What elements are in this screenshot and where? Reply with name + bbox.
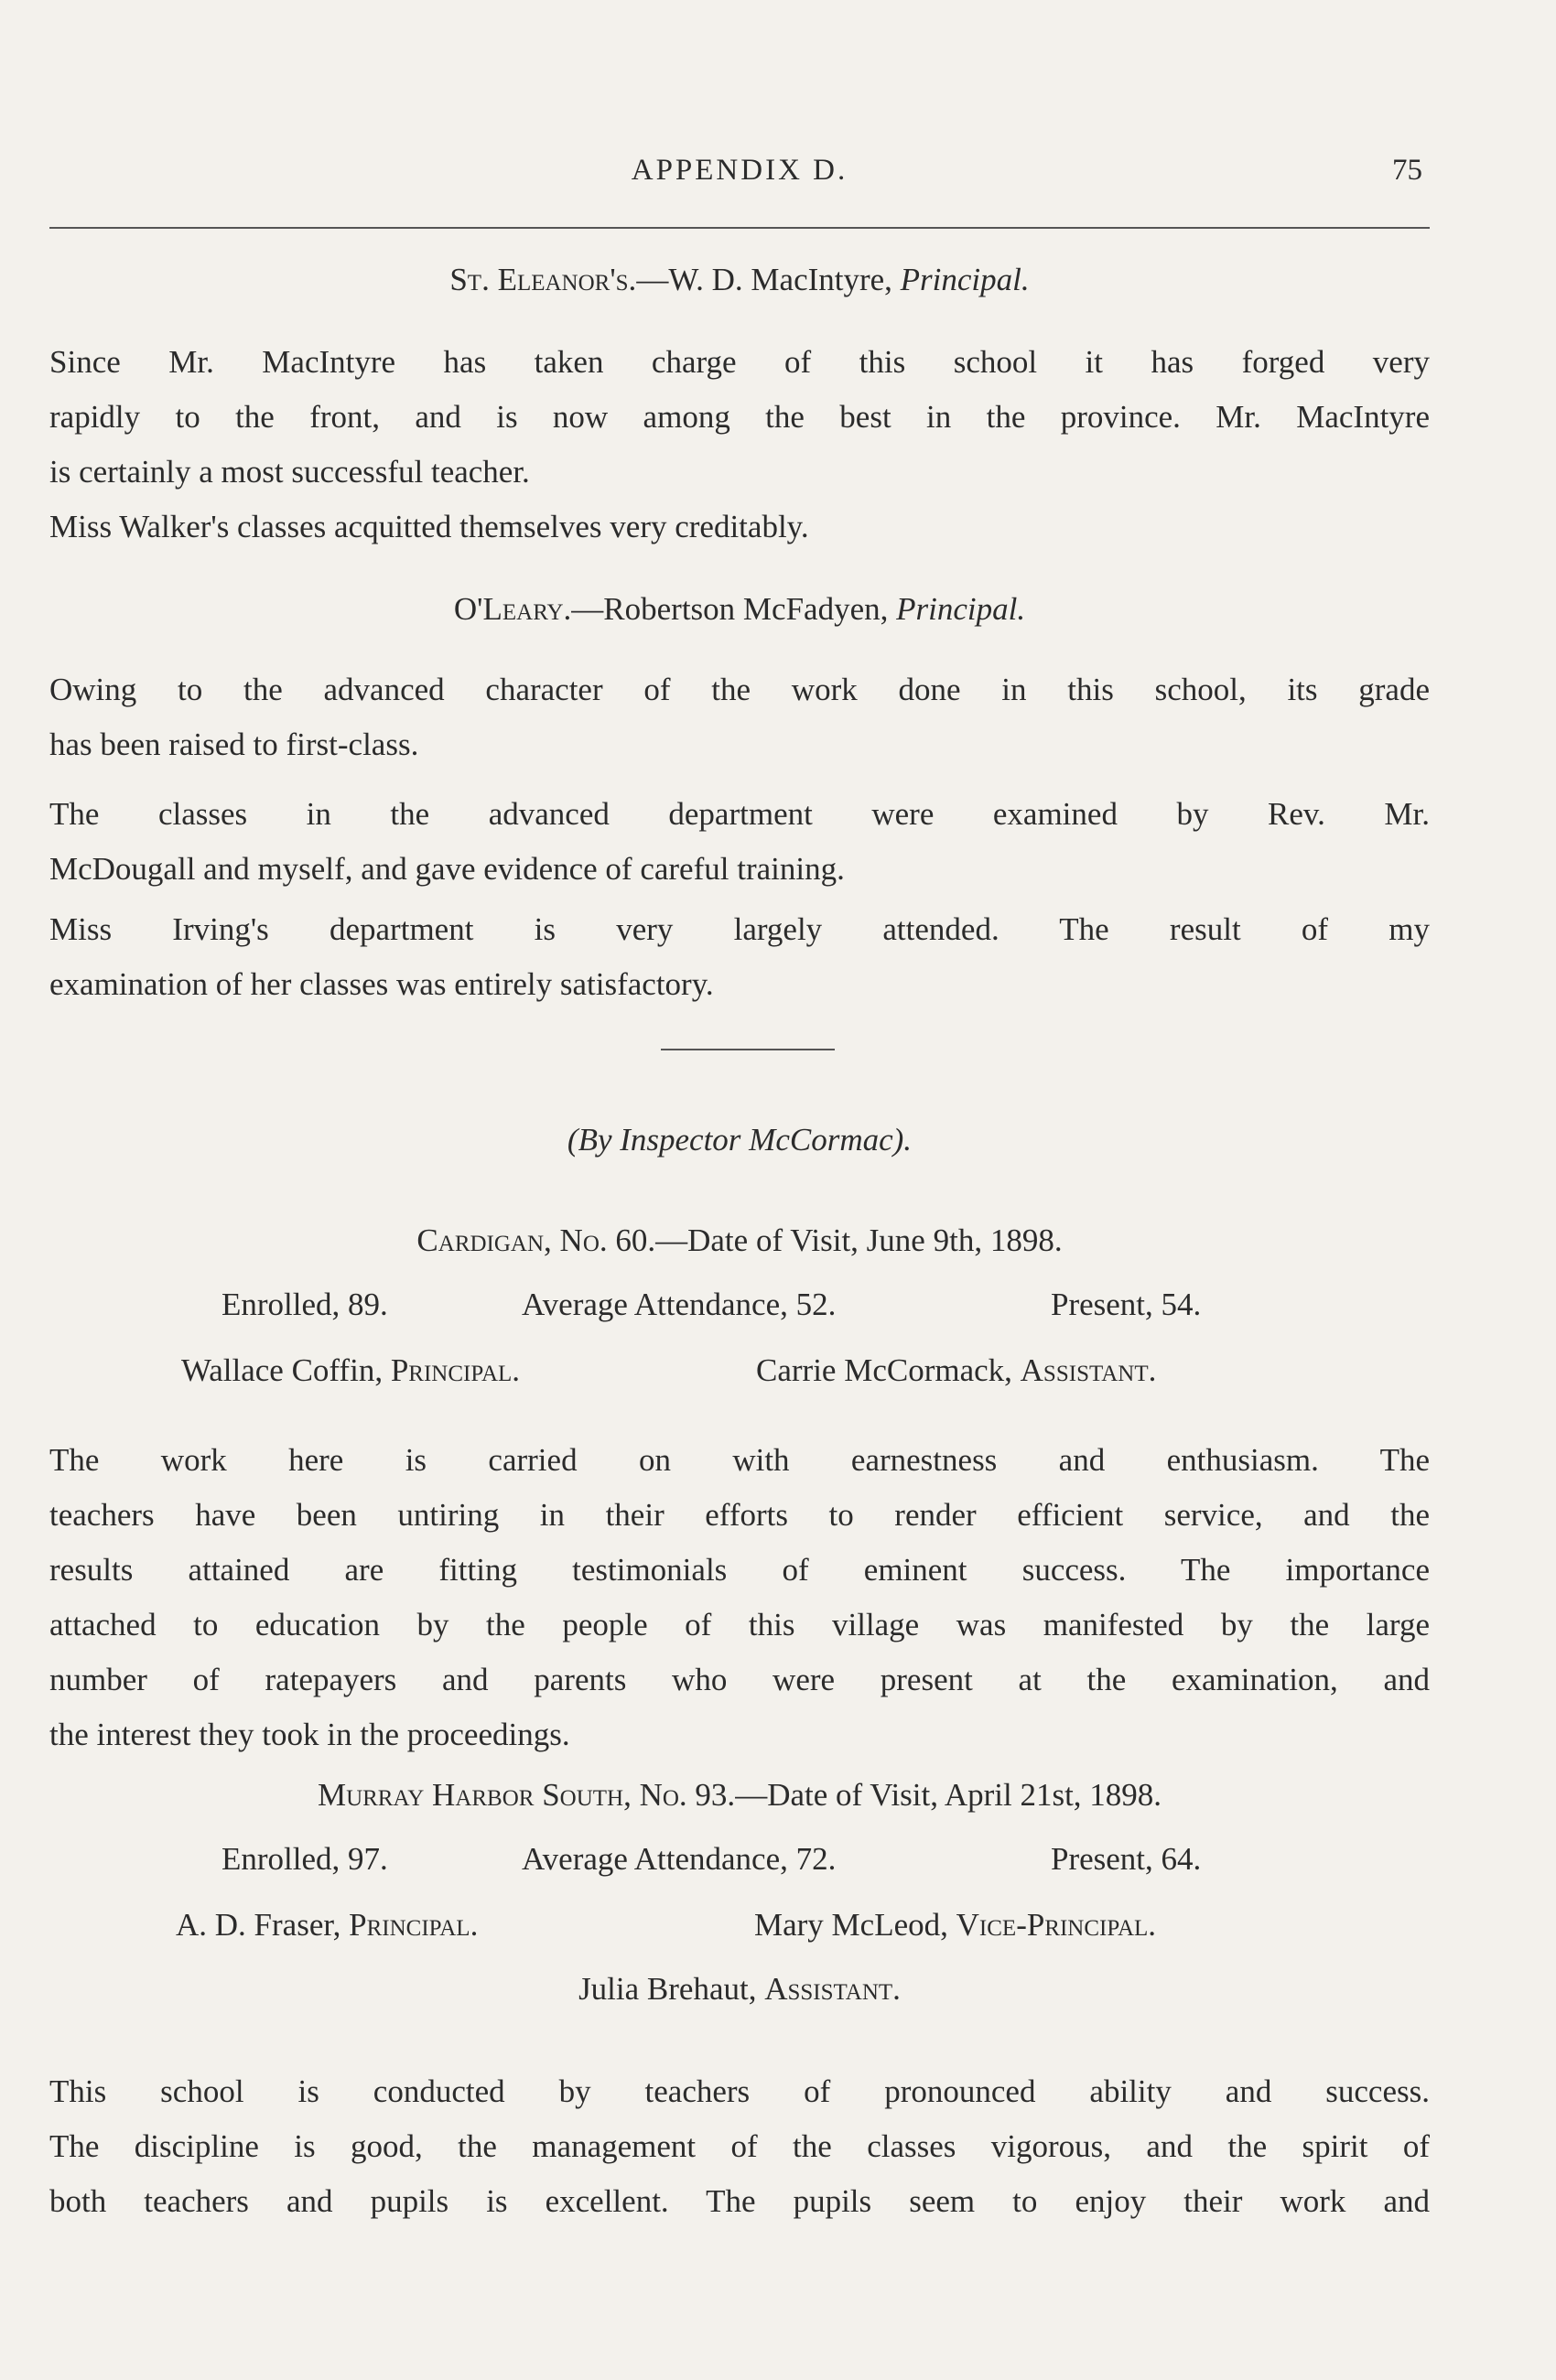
- murray-harbor-heading: [49, 1768, 1430, 1823]
- paragraph-line: attached to education by the people of this village was manifested by the large: [49, 1607, 1430, 1642]
- principal-name: A. D. Fraser,: [176, 1907, 341, 1943]
- paragraph-line: The work here is carried on with earnestness and enthusiasm. The: [49, 1442, 1430, 1478]
- running-title: APPENDIX D.: [631, 154, 848, 187]
- principal-role: Principal.: [900, 262, 1030, 297]
- average-attendance: Average Attendance, 72.: [522, 1841, 837, 1877]
- heading-dash: —: [636, 262, 669, 297]
- murray-harbor-paragraph: [49, 2064, 1430, 2229]
- paragraph-line: rapidly to the front, and is now among the best in the province. Mr. MacIntyre: [49, 399, 1430, 435]
- school-name: Cardigan, No. 60.: [416, 1222, 656, 1258]
- assistant-role: Assistant.: [1020, 1352, 1157, 1388]
- principal-entry: [176, 1898, 478, 1953]
- paragraph-line: results attained are fitting testimonials of eminent success. The importance: [49, 1552, 1430, 1588]
- paragraph-line: Since Mr. MacIntyre has taken charge of this school it has forged very: [49, 344, 1430, 380]
- principal-role: Principal.: [349, 1907, 479, 1943]
- murray-harbor-attendance-row: [49, 1832, 1430, 1887]
- principal-role: Principal.: [896, 591, 1026, 627]
- murray-harbor-assistant: [49, 1962, 1430, 2017]
- assistant-name: Carrie McCormack,: [756, 1352, 1012, 1388]
- visit-date: —Date of Visit, April 21st, 1898.: [735, 1777, 1162, 1813]
- header-rule: [49, 227, 1430, 229]
- st-eleanors-heading: [49, 253, 1430, 307]
- cardigan-heading: [49, 1213, 1430, 1268]
- oleary-paragraph-3: [49, 902, 1430, 1012]
- oleary-paragraph-1: [49, 662, 1430, 772]
- paragraph-line: is certainly a most successful teacher.: [49, 454, 530, 490]
- paragraph-line: the interest they took in the proceedings.: [49, 1717, 570, 1752]
- principal-role: Principal.: [390, 1352, 521, 1388]
- st-eleanors-paragraph-1: [49, 335, 1430, 500]
- paragraph-line: Miss Irving's department is very largely attended. The result of my: [49, 911, 1430, 947]
- st-eleanors-paragraph-2: [49, 500, 1430, 555]
- paragraph-line: teachers have been untiring in their efforts to render efficient service, and the: [49, 1497, 1430, 1533]
- vice-principal-role: Vice-Principal.: [956, 1907, 1157, 1943]
- principal-name: W. D. MacIntyre,: [668, 262, 892, 297]
- paragraph-line: number of ratepayers and parents who were present at the examination, and: [49, 1662, 1430, 1697]
- present-count: Present, 54.: [1051, 1287, 1202, 1322]
- paragraph-line: examination of her classes was entirely satisfactory.: [49, 966, 714, 1002]
- vice-principal-name: Mary McLeod,: [754, 1907, 948, 1943]
- present-count: Present, 64.: [1051, 1841, 1202, 1877]
- heading-dash: —: [571, 591, 604, 627]
- murray-harbor-staff-row: [49, 1898, 1430, 1953]
- principal-name: Wallace Coffin,: [181, 1352, 384, 1388]
- inspector-heading: (By Inspector McCormac).: [567, 1122, 913, 1158]
- principal-entry: [181, 1343, 520, 1398]
- paragraph-line: Owing to the advanced character of the work done in this school, its grade: [49, 672, 1430, 707]
- paragraph-line: has been raised to first-class.: [49, 727, 419, 762]
- cardigan-attendance-row: [49, 1277, 1430, 1332]
- cardigan-staff-row: [49, 1343, 1430, 1398]
- cardigan-paragraph: [49, 1433, 1430, 1762]
- oleary-paragraph-2: [49, 787, 1430, 897]
- school-name: Murray Harbor South, No. 93.: [317, 1777, 736, 1813]
- assistant-role: Assistant.: [764, 1971, 901, 2007]
- oleary-heading: [49, 582, 1430, 637]
- paragraph-line: both teachers and pupils is excellent. The pupils seem to enjoy their work and: [49, 2183, 1430, 2219]
- page-number: 75: [1392, 154, 1422, 187]
- school-name: O'Leary.: [453, 591, 572, 627]
- section-divider: [661, 1049, 835, 1050]
- vice-principal-entry: [754, 1898, 1156, 1953]
- assistant-entry: [756, 1343, 1156, 1398]
- page-header: [49, 154, 1430, 209]
- enrolled-count: Enrolled, 97.: [222, 1841, 388, 1877]
- paragraph-line: Miss Walker's classes acquitted themselves very creditably.: [49, 509, 809, 544]
- average-attendance: Average Attendance, 52.: [522, 1287, 837, 1322]
- paragraph-line: This school is conducted by teachers of pronounced ability and success.: [49, 2073, 1430, 2109]
- school-name: St. Eleanor's.: [449, 262, 637, 297]
- principal-name: Robertson McFadyen,: [603, 591, 889, 627]
- paragraph-line: The classes in the advanced department were examined by Rev. Mr.: [49, 796, 1430, 832]
- paragraph-line: McDougall and myself, and gave evidence of careful training.: [49, 851, 845, 887]
- enrolled-count: Enrolled, 89.: [222, 1287, 388, 1322]
- paragraph-line: The discipline is good, the management of the classes vigorous, and the spirit of: [49, 2128, 1430, 2164]
- visit-date: —Date of Visit, June 9th, 1898.: [655, 1222, 1063, 1258]
- assistant-name: Julia Brehaut,: [578, 1971, 757, 2007]
